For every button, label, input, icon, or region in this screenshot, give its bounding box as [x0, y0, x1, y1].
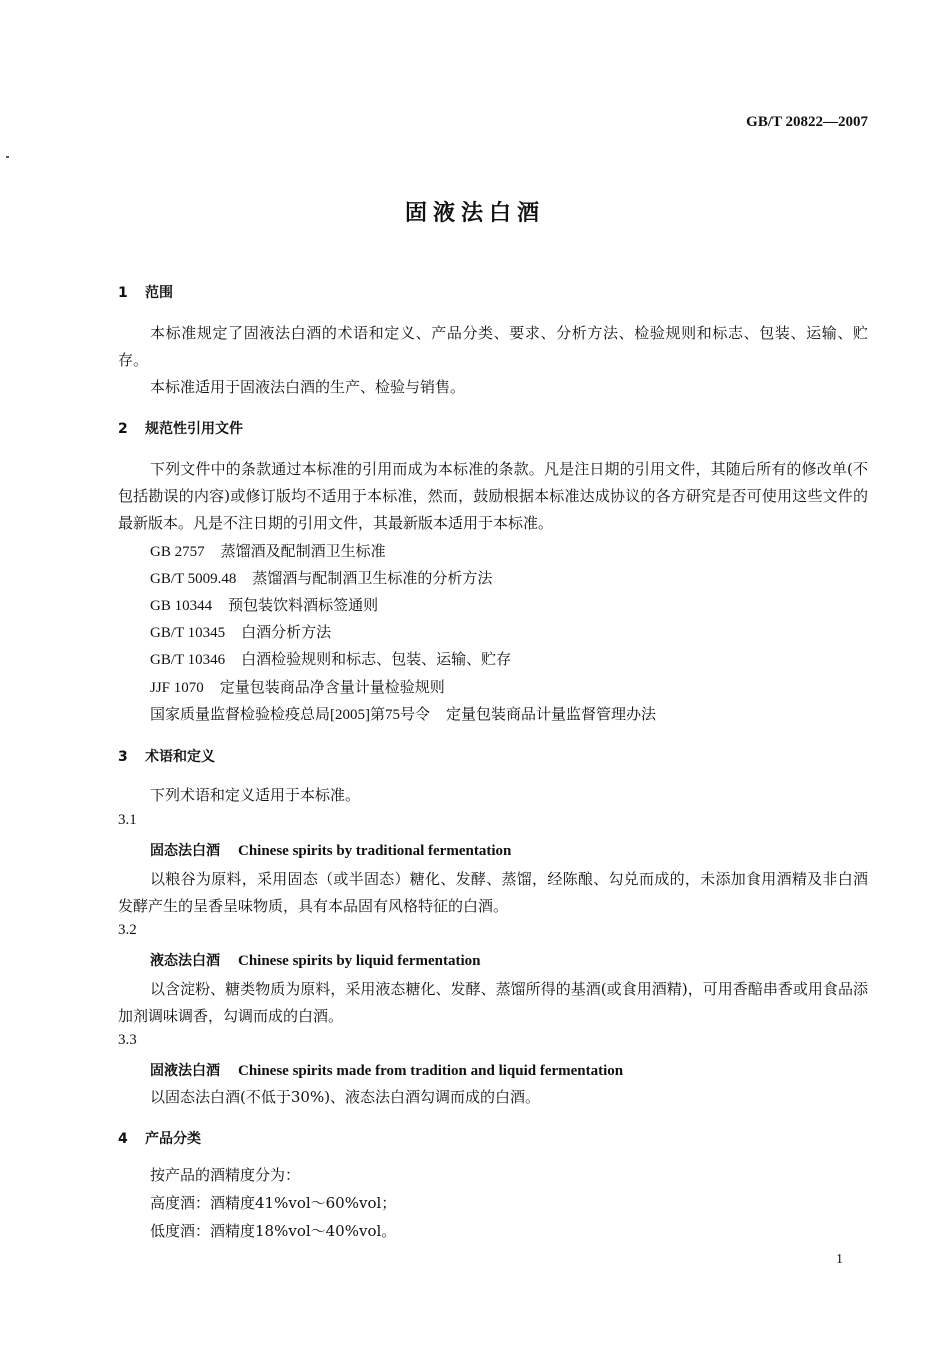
classification-low-proof: 低度酒：酒精度18%vol～40%vol。	[150, 1222, 397, 1240]
reference-item	[150, 648, 511, 669]
reference-item	[150, 703, 656, 724]
term-definition: 以固态法白酒(不低于30%)、液态法白酒勾调而成的白酒。	[150, 1088, 541, 1106]
section-title: 范围	[145, 285, 173, 301]
reference-title: 预包装饮料酒标签通则	[228, 596, 379, 614]
scope-paragraph-2: 本标准适用于固液法白酒的生产、检验与销售。	[150, 378, 466, 396]
reference-code: GB/T 10346	[150, 652, 226, 668]
term-chinese-name: 固液法白酒	[150, 1063, 220, 1079]
reference-title: 定量包装商品计量监督管理办法	[446, 705, 657, 723]
term-number: 3.3	[118, 1032, 137, 1048]
term-chinese-name: 液态法白酒	[150, 953, 220, 969]
section-heading-product-classification	[118, 1128, 201, 1148]
term-english-name: Chinese spirits by traditional fermentation	[238, 843, 512, 859]
section-title: 术语和定义	[145, 749, 215, 765]
term-title	[150, 1060, 623, 1080]
term-number: 3.1	[118, 812, 137, 828]
document-title: 固液法白酒	[404, 201, 545, 226]
term-definition: 以含淀粉、糖类物质为原料，采用液态糖化、发酵、蒸馏所得的基酒(或食用酒精)，可用香醅串香或用食品添加剂调味调香，勾调而成的白酒。	[118, 980, 868, 1025]
section-number: 1	[118, 285, 128, 301]
term-english-name: Chinese spirits made from tradition and liquid fermentation	[238, 1063, 624, 1079]
section-number: 3	[118, 749, 128, 765]
scope-paragraph-1: 本标准规定了固液法白酒的术语和定义、产品分类、要求、分析方法、检验规则和标志、包装、运输、贮存。	[118, 324, 868, 369]
term-title	[150, 950, 481, 970]
section-title: 产品分类	[145, 1131, 201, 1147]
reference-code: GB/T 5009.48	[150, 571, 237, 587]
term-chinese-name: 固态法白酒	[150, 843, 220, 859]
section-number: 2	[118, 421, 128, 437]
standard-code: GB/T 20822—2007	[746, 114, 868, 130]
reference-item	[150, 567, 492, 588]
reference-item	[150, 540, 386, 561]
reference-item	[150, 621, 331, 642]
section-number: 4	[118, 1131, 128, 1147]
classification-high-proof: 高度酒：酒精度41%vol～60%vol；	[150, 1194, 397, 1212]
term-number: 3.2	[118, 922, 137, 938]
section-heading-terms-definitions	[118, 746, 215, 766]
term-english-name: Chinese spirits by liquid fermentation	[238, 953, 481, 969]
reference-title: 蒸馏酒及配制酒卫生标准	[220, 542, 386, 560]
reference-title: 白酒分析方法	[241, 623, 332, 641]
reference-title: 定量包装商品净含量计量检验规则	[219, 678, 445, 696]
reference-title: 白酒检验规则和标志、包装、运输、贮存	[241, 650, 512, 668]
reference-code: GB/T 10345	[150, 625, 226, 641]
section-heading-normative-references	[118, 418, 243, 438]
page-number: 1	[836, 1252, 843, 1267]
term-definition: 以粮谷为原料，采用固态（或半固态）糖化、发酵、蒸馏，经陈酿、勾兑而成的，未添加食用酒精及非白酒发酵产生的呈香呈味物质，具有本品固有风格特征的白酒。	[118, 870, 868, 915]
reference-item	[150, 594, 378, 615]
section-title: 规范性引用文件	[145, 421, 243, 437]
reference-code: GB 2757	[150, 544, 205, 560]
reference-code: 国家质量监督检验检疫总局[2005]第75号令	[150, 707, 430, 723]
reference-code: GB 10344	[150, 598, 213, 614]
term-title	[150, 840, 511, 860]
classification-intro: 按产品的酒精度分为：	[150, 1166, 301, 1184]
reference-item	[150, 676, 445, 697]
references-paragraph: 下列文件中的条款通过本标准的引用而成为本标准的条款。凡是注日期的引用文件，其随后所有的修改单(不包括勘误的内容)或修订版均不适用于本标准，然而，鼓励根据本标准达成协议的各方研究是否可使用这些文件的最新版本。凡是不注日期的引用文件，其最新版本适用于本标准。	[118, 460, 868, 532]
scan-speck	[6, 156, 9, 158]
reference-code: JJF 1070	[150, 680, 204, 696]
reference-title: 蒸馏酒与配制酒卫生标准的分析方法	[252, 569, 493, 587]
section-heading-scope	[118, 282, 173, 302]
terms-intro: 下列术语和定义适用于本标准。	[150, 786, 361, 804]
